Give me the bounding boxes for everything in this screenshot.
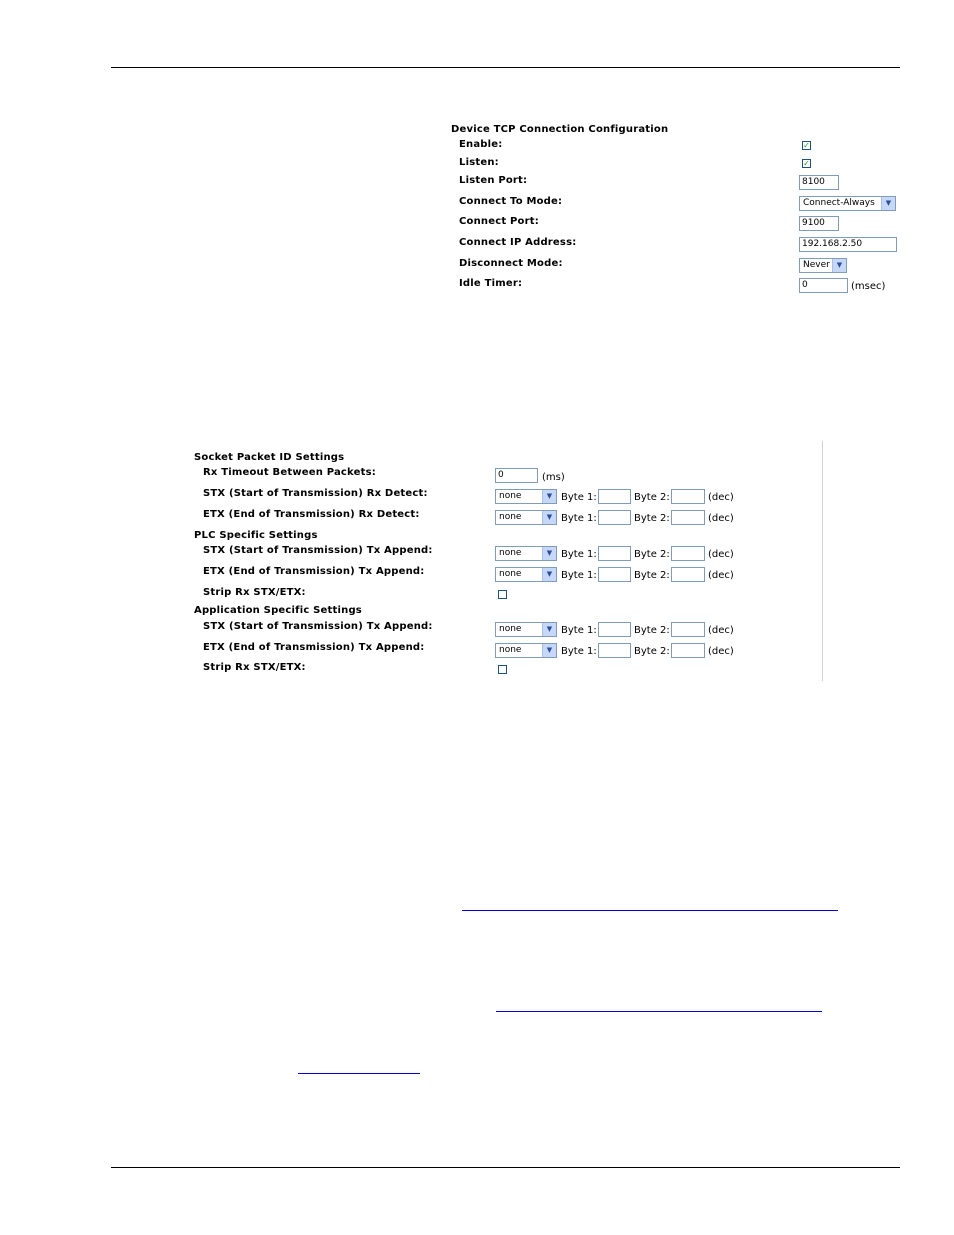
app-stx-tx-append-value: none <box>499 624 522 634</box>
byte2-label: Byte 2: <box>634 646 670 657</box>
rx-timeout-unit: (ms) <box>542 472 565 483</box>
plc-stx-tx-append-label: STX (Start of Transmission) Tx Append: <box>203 545 433 556</box>
byte1-label: Byte 1: <box>561 570 597 581</box>
connect-ip-input[interactable]: 192.168.2.50 <box>799 237 897 252</box>
chevron-down-icon[interactable]: ▼ <box>542 623 556 636</box>
enable-checkbox[interactable] <box>802 141 811 150</box>
chevron-down-icon[interactable]: ▼ <box>542 547 556 560</box>
etx-rx-detect-value: none <box>499 512 522 522</box>
listen-checkbox[interactable] <box>802 159 811 168</box>
dec-unit: (dec) <box>708 625 734 636</box>
chevron-down-icon[interactable]: ▼ <box>542 644 556 657</box>
app-stx-tx-append-select[interactable] <box>495 622 557 637</box>
chevron-down-icon[interactable]: ▼ <box>881 197 895 210</box>
chevron-down-icon[interactable]: ▼ <box>542 568 556 581</box>
plc-etx-byte2-input[interactable] <box>671 567 705 582</box>
plc-stx-tx-append-select[interactable] <box>495 546 557 561</box>
disconnect-mode-select[interactable] <box>799 258 847 273</box>
disconnect-mode-label: Disconnect Mode: <box>459 258 563 269</box>
listen-port-label: Listen Port: <box>459 175 528 186</box>
dec-unit: (dec) <box>708 549 734 560</box>
byte2-label: Byte 2: <box>634 492 670 503</box>
hyperlink-underline[interactable] <box>298 1073 420 1074</box>
plc-stx-tx-append-value: none <box>499 548 522 558</box>
app-etx-tx-append-select[interactable] <box>495 643 557 658</box>
connect-to-mode-select[interactable] <box>799 196 896 211</box>
stx-rx-detect-label: STX (Start of Transmission) Rx Detect: <box>203 488 428 499</box>
stx-rx-detect-value: none <box>499 491 522 501</box>
listen-label: Listen: <box>459 157 499 168</box>
stx-rx-byte2-input[interactable] <box>671 489 705 504</box>
dec-unit: (dec) <box>708 492 734 503</box>
connect-to-mode-label: Connect To Mode: <box>459 196 563 207</box>
connect-ip-label: Connect IP Address: <box>459 237 577 248</box>
hyperlink-underline[interactable] <box>496 1011 822 1012</box>
tcp-section-title: Device TCP Connection Configuration <box>451 124 669 135</box>
plc-etx-tx-append-value: none <box>499 569 522 579</box>
enable-label: Enable: <box>459 139 503 150</box>
etx-rx-byte2-input[interactable] <box>671 510 705 525</box>
dec-unit: (dec) <box>708 646 734 657</box>
idle-timer-input[interactable]: 0 <box>799 278 848 293</box>
rx-timeout-label: Rx Timeout Between Packets: <box>203 467 376 478</box>
etx-rx-byte1-input[interactable] <box>598 510 631 525</box>
app-etx-tx-append-value: none <box>499 645 522 655</box>
stx-rx-byte1-input[interactable] <box>598 489 631 504</box>
plc-etx-byte1-input[interactable] <box>598 567 631 582</box>
app-etx-byte1-input[interactable] <box>598 643 631 658</box>
app-strip-checkbox[interactable] <box>498 665 507 674</box>
byte2-label: Byte 2: <box>634 625 670 636</box>
app-section-title: Application Specific Settings <box>194 605 362 616</box>
chevron-down-icon[interactable]: ▼ <box>832 259 846 272</box>
etx-rx-detect-select[interactable] <box>495 510 557 525</box>
app-stx-tx-append-label: STX (Start of Transmission) Tx Append: <box>203 621 433 632</box>
disconnect-mode-value: Never <box>803 260 830 270</box>
app-etx-tx-append-label: ETX (End of Transmission) Tx Append: <box>203 642 425 653</box>
byte1-label: Byte 1: <box>561 646 597 657</box>
checkmark-icon: ✓ <box>803 159 810 168</box>
app-strip-label: Strip Rx STX/ETX: <box>203 662 306 673</box>
connect-port-input[interactable]: 9100 <box>799 216 839 231</box>
plc-section-title: PLC Specific Settings <box>194 530 318 541</box>
chevron-down-icon[interactable]: ▼ <box>542 511 556 524</box>
connect-to-mode-value: Connect-Always <box>803 198 875 208</box>
app-stx-byte2-input[interactable] <box>671 622 705 637</box>
panel-divider <box>822 441 823 681</box>
header-rule <box>111 67 900 68</box>
hyperlink-underline[interactable] <box>462 910 838 911</box>
byte1-label: Byte 1: <box>561 513 597 524</box>
app-stx-byte1-input[interactable] <box>598 622 631 637</box>
byte1-label: Byte 1: <box>561 625 597 636</box>
plc-strip-label: Strip Rx STX/ETX: <box>203 587 306 598</box>
byte2-label: Byte 2: <box>634 549 670 560</box>
stx-rx-detect-select[interactable] <box>495 489 557 504</box>
connect-port-label: Connect Port: <box>459 216 539 227</box>
plc-stx-byte1-input[interactable] <box>598 546 631 561</box>
plc-etx-tx-append-select[interactable] <box>495 567 557 582</box>
footer-rule <box>111 1167 900 1168</box>
byte2-label: Byte 2: <box>634 513 670 524</box>
plc-etx-tx-append-label: ETX (End of Transmission) Tx Append: <box>203 566 425 577</box>
dec-unit: (dec) <box>708 513 734 524</box>
plc-strip-checkbox[interactable] <box>498 590 507 599</box>
app-etx-byte2-input[interactable] <box>671 643 705 658</box>
plc-stx-byte2-input[interactable] <box>671 546 705 561</box>
rx-timeout-input[interactable]: 0 <box>495 468 538 483</box>
dec-unit: (dec) <box>708 570 734 581</box>
checkmark-icon: ✓ <box>803 141 810 150</box>
etx-rx-detect-label: ETX (End of Transmission) Rx Detect: <box>203 509 420 520</box>
chevron-down-icon[interactable]: ▼ <box>542 490 556 503</box>
socket-section-title: Socket Packet ID Settings <box>194 452 345 463</box>
byte1-label: Byte 1: <box>561 549 597 560</box>
listen-port-input[interactable]: 8100 <box>799 175 839 190</box>
idle-timer-unit: (msec) <box>851 281 886 292</box>
byte1-label: Byte 1: <box>561 492 597 503</box>
byte2-label: Byte 2: <box>634 570 670 581</box>
idle-timer-label: Idle Timer: <box>459 278 523 289</box>
